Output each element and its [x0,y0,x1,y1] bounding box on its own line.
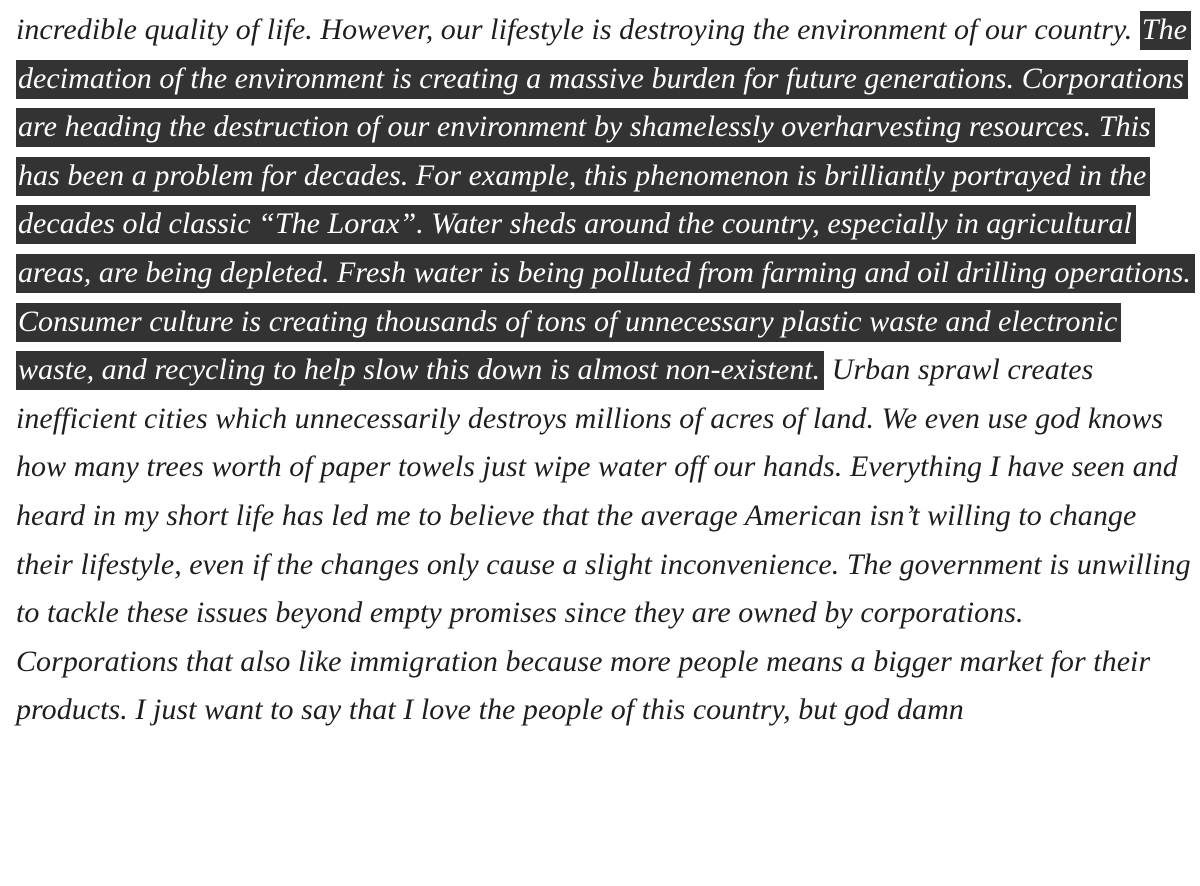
body-paragraph [16,6,1192,735]
trailing-text: Urban sprawl creates inefficient cities which unnecessarily destroys millions of acres of land. We even use god knows how many trees worth of paper towels just wipe water off our hands. Everything I have seen and heard in my short life has led me to believe that the average American isn’t willing to change their lifestyle, even if the changes only cause a slight inconvenience. The government is unwilling to tackle these issues beyond empty promises since they are owned by corporations. Corporations that also like immigration because more people means a bigger market for their products. I just want to say that I love the people of this country, but god damn [16,353,1191,727]
document-page [16,6,1192,735]
lead-text: incredible quality of life. However, our lifestyle is destroying the environment of our country. [16,13,1140,46]
highlighted-selection[interactable]: The decimation of the environment is creating a massive burden for future generations. Corporations are heading the destruction of our environment by shamelessly overharvesting resources. This has been a problem for decades. For example, this phenomenon is brilliantly portrayed in the decades old classic “The Lorax”. Water sheds around the country, especially in agricultural areas, are being depleted. Fresh water is being polluted from farming and oil drilling operations. Consumer culture is creating thousands of tons of unnecessary plastic waste and electronic waste, and recycling to help slow this down is almost non-existent. [16,11,1195,390]
